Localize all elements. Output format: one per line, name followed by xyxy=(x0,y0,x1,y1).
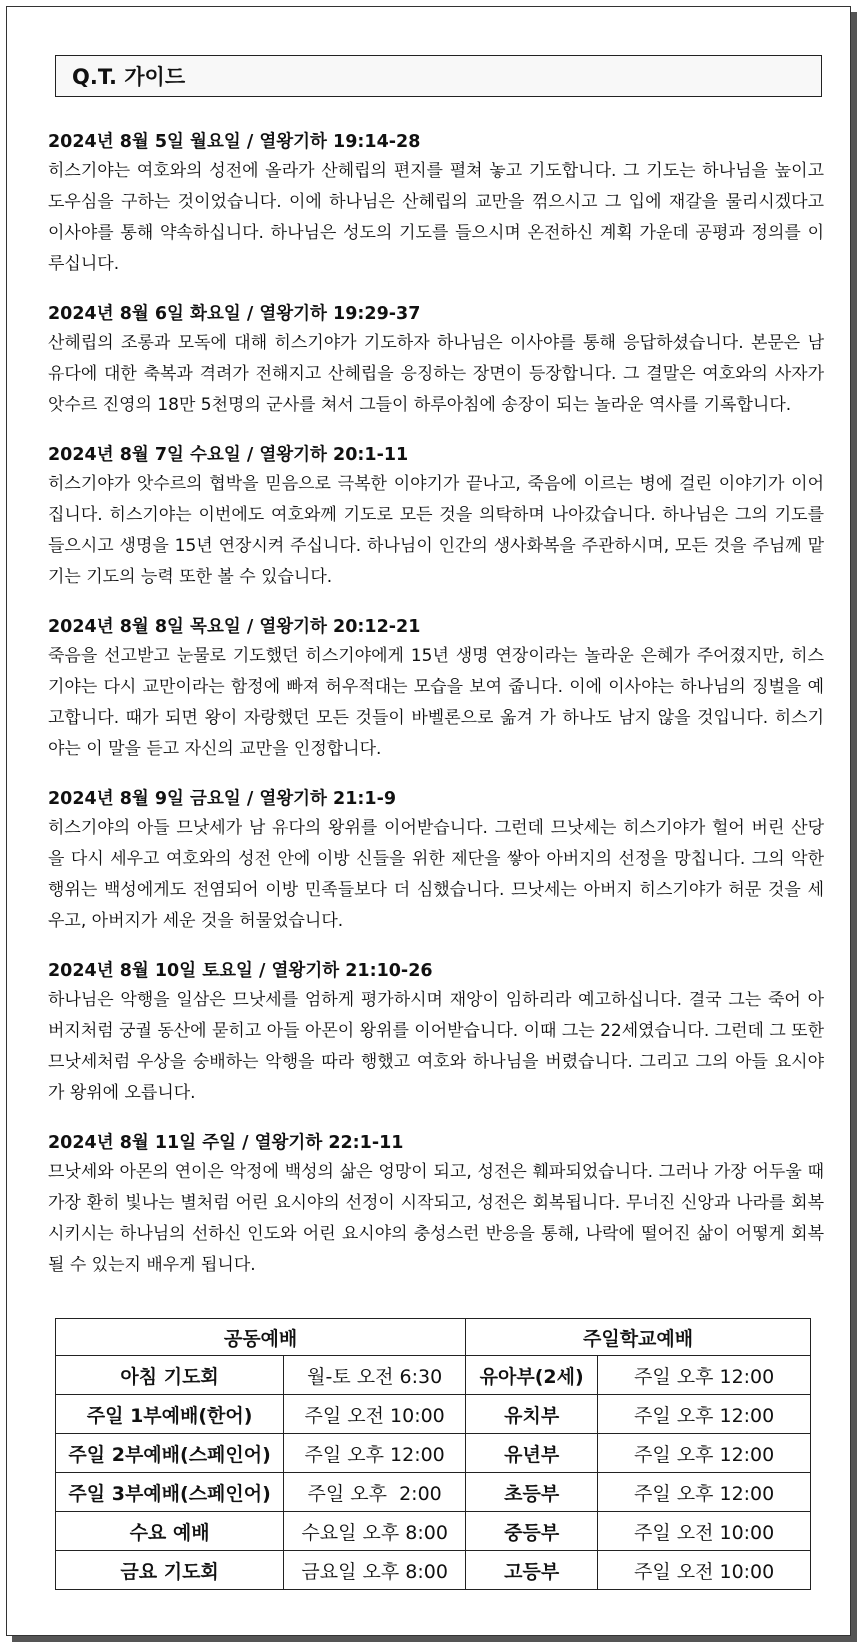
department-name: 초등부 xyxy=(466,1473,598,1512)
qt-entry xyxy=(48,613,824,765)
department-time: 주일 오후 12:00 xyxy=(598,1473,811,1512)
table-row xyxy=(56,1434,811,1473)
service-time: 주일 오전 10:00 xyxy=(284,1395,466,1434)
department-name: 유년부 xyxy=(466,1434,598,1473)
department-time: 주일 오후 12:00 xyxy=(598,1434,811,1473)
department-name: 고등부 xyxy=(466,1551,598,1590)
table-row xyxy=(56,1473,811,1512)
entry-date-heading: 2024년 8월 8일 목요일 / 열왕기하 20:12-21 xyxy=(48,617,421,637)
service-name: 주일 2부예배(스페인어) xyxy=(56,1434,284,1473)
department-name: 중등부 xyxy=(466,1512,598,1551)
service-name: 주일 1부예배(한어) xyxy=(56,1395,284,1434)
department-name: 유아부(2세) xyxy=(466,1356,598,1395)
table-row xyxy=(56,1551,811,1590)
service-name: 수요 예배 xyxy=(56,1512,284,1551)
worship-schedule-table xyxy=(55,1318,811,1590)
entry-date-heading: 2024년 8월 10일 토요일 / 열왕기하 21:10-26 xyxy=(48,961,433,981)
entry-date-heading: 2024년 8월 7일 수요일 / 열왕기하 20:1-11 xyxy=(48,445,409,465)
service-time: 주일 오후 12:00 xyxy=(284,1434,466,1473)
schedule-header-row xyxy=(56,1319,811,1356)
service-time: 주일 오후 2:00 xyxy=(284,1473,466,1512)
service-name: 주일 3부예배(스페인어) xyxy=(56,1473,284,1512)
table-row xyxy=(56,1395,811,1434)
qt-entry xyxy=(48,785,824,937)
table-row xyxy=(56,1356,811,1395)
entry-date-heading: 2024년 8월 11일 주일 / 열왕기하 22:1-11 xyxy=(48,1133,404,1153)
page-title: Q.T. 가이드 xyxy=(55,55,822,97)
entry-date-heading: 2024년 8월 6일 화요일 / 열왕기하 19:29-37 xyxy=(48,304,421,324)
qt-entry xyxy=(48,957,824,1109)
entry-date-heading: 2024년 8월 5일 월요일 / 열왕기하 19:14-28 xyxy=(48,132,421,152)
entry-text: 히스기야는 여호와의 성전에 올라가 산헤립의 편지를 펼쳐 놓고 기도합니다. 그 기도는 하나님을 높이고 도우심을 구하는 것이었습니다. 이에 하나님은 산헤립의 교만을 꺾으시고 그 입에 재갈을 물리시겠다고 이사야를 통해 약속하십니다. 하나님은 성도의 기도를 들으시며 온전하신 계획 가운데 공평과 정의를 이루십니다. xyxy=(48,161,824,274)
entry-text: 히스기야가 앗수르의 협박을 믿음으로 극복한 이야기가 끝나고, 죽음에 이르는 병에 걸린 이야기가 이어집니다. 히스기야는 이번에도 여호와께 기도로 모든 것을 의탁하며 나아갔습니다. 하나님은 그의 기도를 들으시고 생명을 15년 연장시켜 주십니다. 하나님이 인간의 생사화복을 주관하시며, 모든 것을 주님께 맡기는 기도의 능력 또한 볼 수 있습니다. xyxy=(48,474,824,587)
header-sunday-school: 주일학교예배 xyxy=(466,1319,811,1356)
entry-text: 하나님은 악행을 일삼은 므낫세를 엄하게 평가하시며 재앙이 임하리라 예고하십니다. 결국 그는 죽어 아버지처럼 궁궐 동산에 묻히고 아들 아몬이 왕위를 이어받습니다. 이때 그는 22세였습니다. 그런데 그 또한 므낫세처럼 우상을 숭배하는 악행을 따라 행했고 여호와 하나님을 버렸습니다. 그리고 그의 아들 요시야가 왕위에 오릅니다. xyxy=(48,990,824,1103)
service-name: 아침 기도회 xyxy=(56,1356,284,1395)
qt-entry xyxy=(48,128,824,280)
department-time: 주일 오전 10:00 xyxy=(598,1551,811,1590)
department-time: 주일 오후 12:00 xyxy=(598,1395,811,1434)
qt-entries xyxy=(48,128,824,1301)
entry-text: 히스기야의 아들 므낫세가 남 유다의 왕위를 이어받습니다. 그런데 므낫세는 히스기야가 헐어 버린 산당을 다시 세우고 여호와의 성전 안에 이방 신들을 위한 제단을 쌓아 아버지의 선정을 망칩니다. 그의 악한 행위는 백성에게도 전염되어 이방 민족들보다 더 심했습니다. 므낫세는 아버지 히스기야가 허문 것을 세우고, 아버지가 세운 것을 허물었습니다. xyxy=(48,818,824,931)
header-public-worship: 공동예배 xyxy=(56,1319,466,1356)
qt-entry xyxy=(48,300,824,421)
department-time: 주일 오전 10:00 xyxy=(598,1512,811,1551)
entry-text: 므낫세와 아몬의 연이은 악정에 백성의 삶은 엉망이 되고, 성전은 훼파되었습니다. 그러나 가장 어두울 때 가장 환히 빛나는 별처럼 어린 요시야의 선정이 시작되고, 성전은 회복됩니다. 무너진 신앙과 나라를 회복시키시는 하나님의 선하신 인도와 어린 요시야의 충성스런 반응을 통해, 나락에 떨어진 삶이 어떻게 회복될 수 있는지 배우게 됩니다. xyxy=(48,1162,824,1275)
department-name: 유치부 xyxy=(466,1395,598,1434)
entry-text: 죽음을 선고받고 눈물로 기도했던 히스기야에게 15년 생명 연장이라는 놀라운 은혜가 주어졌지만, 히스기야는 다시 교만이라는 함정에 빠져 허우적대는 모습을 보여 줍니다. 이에 이사야는 하나님의 징벌을 예고합니다. 때가 되면 왕이 자랑했던 모든 것들이 바벨론으로 옮겨 가 하나도 남지 않을 것입니다. 히스기야는 이 말을 듣고 자신의 교만을 인정합니다. xyxy=(48,646,824,759)
service-time: 금요일 오후 8:00 xyxy=(284,1551,466,1590)
table-row xyxy=(56,1512,811,1551)
entry-date-heading: 2024년 8월 9일 금요일 / 열왕기하 21:1-9 xyxy=(48,789,397,809)
service-name: 금요 기도회 xyxy=(56,1551,284,1590)
department-time: 주일 오후 12:00 xyxy=(598,1356,811,1395)
service-time: 수요일 오후 8:00 xyxy=(284,1512,466,1551)
qt-entry xyxy=(48,1129,824,1281)
service-time: 월-토 오전 6:30 xyxy=(284,1356,466,1395)
entry-text: 산헤립의 조롱과 모독에 대해 히스기야가 기도하자 하나님은 이사야를 통해 응답하셨습니다. 본문은 남 유다에 대한 축복과 격려가 전해지고 산헤립을 응징하는 장면이 등장합니다. 그 결말은 여호와의 사자가 앗수르 진영의 18만 5천명의 군사를 쳐서 그들이 하루아침에 송장이 되는 놀라운 역사를 기록합니다. xyxy=(48,333,824,415)
qt-entry xyxy=(48,441,824,593)
